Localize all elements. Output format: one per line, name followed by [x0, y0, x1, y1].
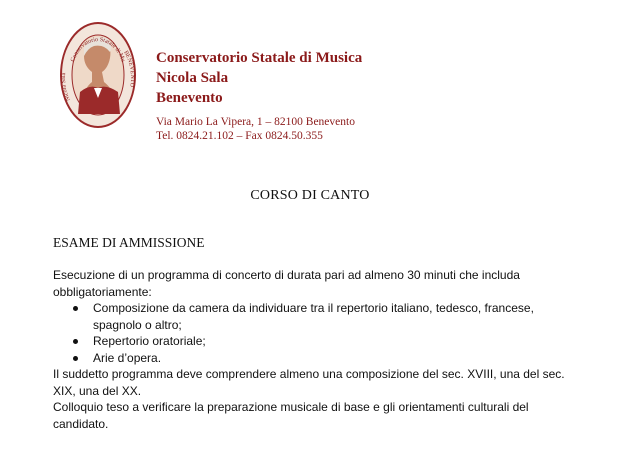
list-item [53, 350, 583, 367]
institution-name [156, 48, 362, 108]
bullet-icon [73, 356, 78, 361]
bullet-icon [73, 339, 78, 344]
list-item-text: Repertorio oratoriale; [93, 334, 206, 348]
list-item [53, 333, 583, 350]
bullet-icon [73, 306, 78, 311]
conservatory-seal-logo [60, 22, 136, 128]
phone-fax-line: Tel. 0824.21.102 – Fax 0824.50.355 [156, 130, 323, 142]
course-title: CORSO DI CANTO [250, 188, 370, 203]
institution-address [156, 115, 355, 143]
seal-text-right: BENEVENTO [122, 49, 136, 88]
list-item [53, 300, 583, 333]
colloquio-paragraph: Colloquio teso a verificare la preparazione musicale di base e gli orientamenti culturali del candidato. [53, 400, 529, 431]
exam-description [53, 267, 583, 432]
list-item-text: Composizione da camera da individuare tra il repertorio italiano, tedesco, francese, spagnolo o altro; [93, 301, 534, 332]
seal-text-left: Nicola Sala [60, 72, 72, 102]
institution-line: Nicola Sala [156, 70, 229, 86]
address-line: Via Mario La Vipera, 1 – 82100 Benevento [156, 116, 355, 128]
section-title: ESAME DI AMMISSIONE [53, 235, 205, 250]
institution-line: Conservatorio Statale di Musica [156, 50, 363, 66]
program-note: Il suddetto programma deve comprendere almeno una composizione del sec. XVIII, una del sec. XIX, una del XX. [53, 367, 565, 398]
requirements-list [53, 300, 583, 366]
seal-text-top: Conservatorio Statale di Mu [70, 37, 126, 63]
institution-line: Benevento [156, 90, 223, 106]
list-item-text: Arie d’opera. [93, 350, 162, 365]
intro-paragraph: Esecuzione di un programma di concerto di durata pari ad almeno 30 minuti che includa obbligatoriamente: [53, 268, 520, 299]
